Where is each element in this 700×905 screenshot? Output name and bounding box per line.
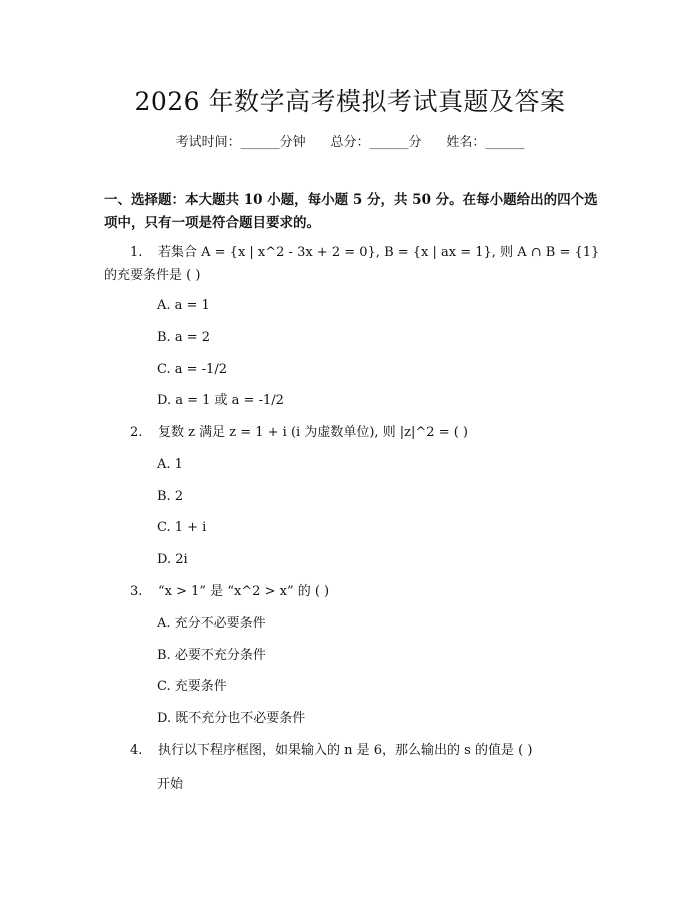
q1-option-c: C. a = -1/2 xyxy=(157,362,227,377)
question-1-stem xyxy=(104,241,604,287)
exam-info-line xyxy=(0,131,700,150)
q3-option-c: C. 充要条件 xyxy=(157,679,227,694)
question-2-stem xyxy=(130,421,608,444)
score-unit: 分 xyxy=(408,135,422,150)
score-blank: ______ xyxy=(369,135,409,150)
question-3-stem xyxy=(130,580,608,603)
flowchart-start-label: 开始 xyxy=(157,777,184,792)
question-text: 执行以下程序框图，如果输入的 n 是 6，那么输出的 s 的值是 ( ) xyxy=(158,743,533,758)
score-label: 总分： xyxy=(330,135,370,150)
section-heading: 一、选择题：本大题共 10 小题，每小题 5 分，共 50 分。在每小题给出的四个选项中，只有一项是符合题目要求的。 xyxy=(104,192,598,231)
q3-option-b: B. 必要不充分条件 xyxy=(157,648,266,663)
question-number: 2. xyxy=(130,425,143,440)
name-blank: ______ xyxy=(485,135,525,150)
q2-option-c: C. 1 + i xyxy=(157,520,207,535)
page-title: 2026 年数学高考模拟考试真题及答案 xyxy=(134,87,566,116)
q1-option-b: B. a = 2 xyxy=(157,330,210,345)
q2-option-a: A. 1 xyxy=(157,457,183,472)
name-label: 姓名： xyxy=(446,135,486,150)
question-number: 1. xyxy=(130,245,143,260)
time-label: 考试时间： xyxy=(175,135,241,150)
time-unit: 分钟 xyxy=(279,135,306,150)
question-4-stem xyxy=(130,739,608,762)
question-text: 若集合 A = {x | x^2 - 3x + 2 = 0}, B = {x | ax = 1}, 则 A ∩ B = {1} 的充要条件是 ( ) xyxy=(104,245,600,283)
question-text: 复数 z 满足 z = 1 + i (i 为虚数单位), 则 |z|^2 = ( ) xyxy=(158,425,469,440)
q3-option-a: A. 充分不必要条件 xyxy=(157,616,266,631)
q2-option-b: B. 2 xyxy=(157,489,184,504)
question-number: 4. xyxy=(130,743,143,758)
time-blank: ______ xyxy=(240,135,280,150)
q2-option-d: D. 2i xyxy=(157,552,188,567)
q3-option-d: D. 既不充分也不必要条件 xyxy=(157,711,306,726)
q1-option-d: D. a = 1 或 a = -1/2 xyxy=(157,393,284,408)
question-text: “x > 1” 是 “x^2 > x” 的 ( ) xyxy=(158,584,330,599)
question-number: 3. xyxy=(130,584,143,599)
q1-option-a: A. a = 1 xyxy=(157,298,210,313)
